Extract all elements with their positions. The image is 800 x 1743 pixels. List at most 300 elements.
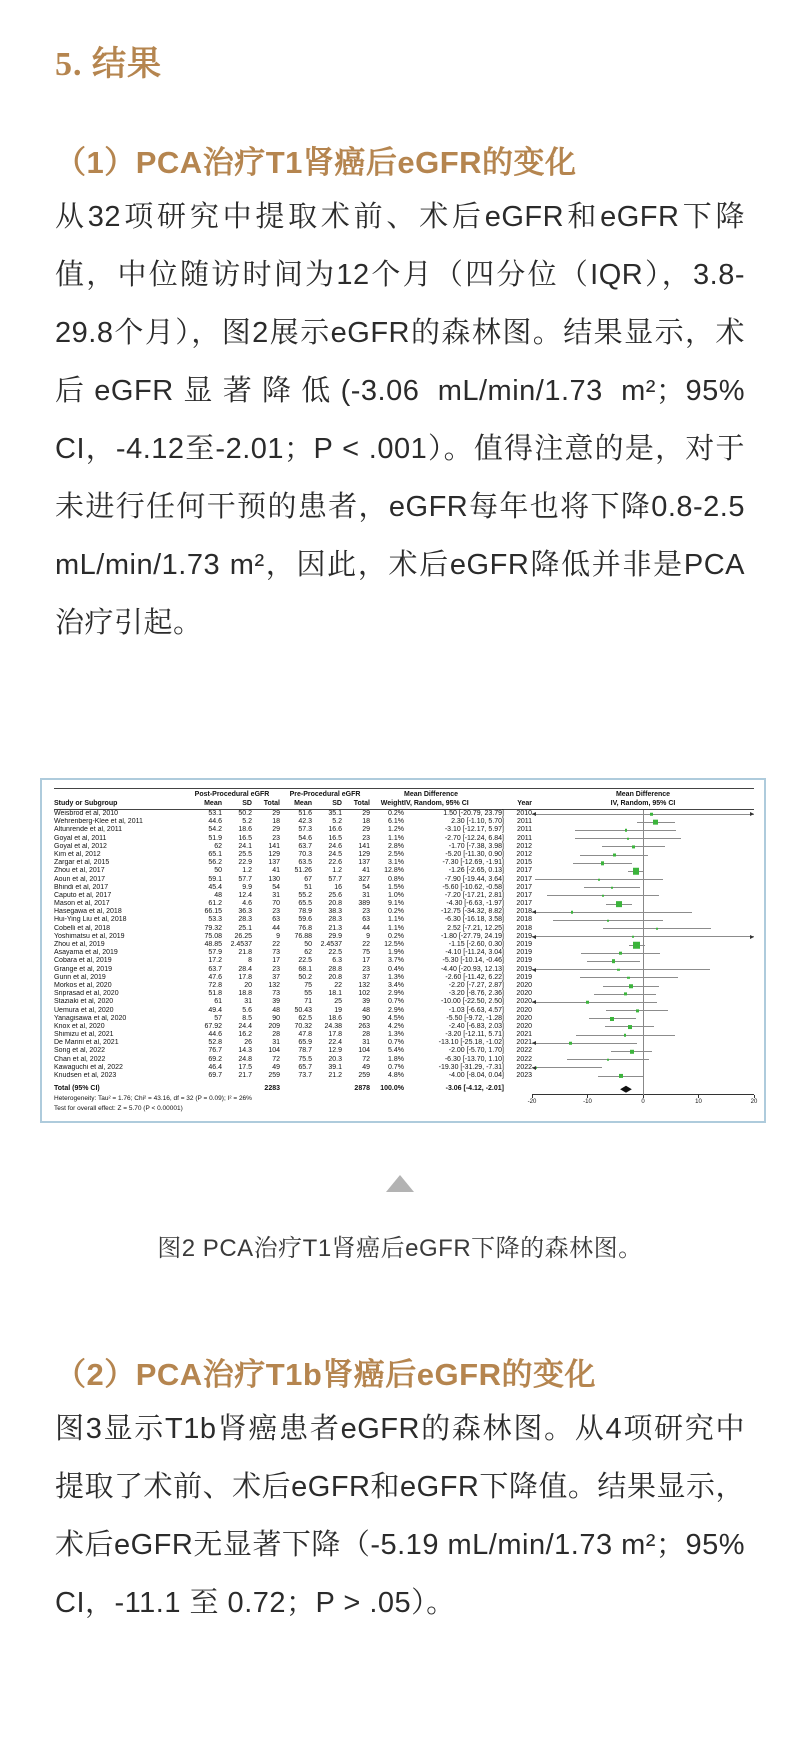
weight-cell: 1.5% <box>388 883 404 891</box>
study-name-cell: Zhou et al, 2017 <box>54 867 105 875</box>
pre-total-cell: 23 <box>362 965 370 973</box>
pre-mean-cell: 78.7 <box>298 1047 312 1055</box>
pre-total-cell: 23 <box>362 834 370 842</box>
axis-tick-label: 20 <box>750 1098 758 1105</box>
post-sd-cell: 17.5 <box>238 1063 252 1071</box>
weight-cell: 4.5% <box>388 1014 404 1022</box>
post-mean-cell: 51.9 <box>208 834 222 842</box>
post-sd-cell: 4.6 <box>242 900 252 908</box>
post-total-cell: 49 <box>272 1063 280 1071</box>
post-sd-cell: 5.2 <box>242 818 252 826</box>
year-cell: 2012 <box>516 842 532 850</box>
pre-mean-cell: 59.6 <box>298 916 312 924</box>
post-total-cell: 28 <box>272 1031 280 1039</box>
md-ci-cell: 1.50 [-20.79, 23.79] <box>443 810 504 817</box>
year-cell: 2017 <box>516 867 532 875</box>
weight-cell: 1.2% <box>388 826 404 834</box>
effect-marker <box>627 837 630 840</box>
post-sd-cell: 50.2 <box>238 810 252 817</box>
ci-plot-cell <box>532 1031 754 1039</box>
ci-arrow-right <box>750 812 754 816</box>
weight-cell: 0.2% <box>388 932 404 940</box>
pre-total-cell: 137 <box>358 859 370 867</box>
md-header-line1: Mean Difference <box>404 791 459 798</box>
pre-mean-cell: 63.7 <box>298 842 312 850</box>
year-cell: 2020 <box>516 1014 532 1022</box>
pre-sd-cell: 2.4537 <box>320 941 342 948</box>
pre-sd-cell: 22.6 <box>328 859 342 867</box>
pre-total-cell: 49 <box>362 1063 370 1071</box>
study-name-cell: Gunn et al, 2019 <box>54 973 106 981</box>
ci-arrow-left <box>532 1000 536 1004</box>
md-ci-cell: -2.00 [-5.70, 1.70] <box>448 1047 504 1055</box>
post-sd-cell: 22.9 <box>238 859 252 867</box>
year-cell: 2020 <box>516 990 532 998</box>
post-mean-cell: 46.4 <box>208 1063 222 1071</box>
ci-plot-cell <box>532 916 754 924</box>
pre-mean-cell: 65.7 <box>298 1063 312 1071</box>
pre-mean-cell: 42.3 <box>298 818 312 826</box>
ci-plot-cell <box>532 908 754 916</box>
year-cell: 2017 <box>516 900 532 908</box>
weight-cell: 3.4% <box>388 981 404 989</box>
forest-row <box>54 1056 754 1064</box>
ci-plot-cell <box>532 1047 754 1055</box>
overall-test-note: Test for overall effect: Z = 5.70 (P < 0.00001) <box>54 1104 183 1112</box>
weight-cell: 0.7% <box>388 1039 404 1047</box>
pre-total-cell: 28 <box>362 1031 370 1039</box>
effect-marker <box>571 911 574 914</box>
study-name-cell: Zhou et al, 2019 <box>54 941 105 948</box>
weight-cell: 6.1% <box>388 818 404 826</box>
study-name-cell: Yoshimatsu et al, 2019 <box>54 932 125 940</box>
post-mean-header: Mean <box>204 800 222 807</box>
results-title: 5. 结果 <box>55 46 162 83</box>
forest-row <box>54 884 754 892</box>
ci-plot-cell <box>532 826 754 834</box>
effect-marker <box>630 1049 634 1053</box>
year-cell: 2022 <box>516 1055 532 1063</box>
year-cell: 2010 <box>516 810 532 817</box>
forest-row <box>54 876 754 884</box>
forest-row <box>54 859 754 867</box>
forest-row <box>54 835 754 843</box>
forest-row <box>54 916 754 924</box>
post-mean-cell: 47.6 <box>208 973 222 981</box>
ci-arrow-left <box>532 968 536 972</box>
post-mean-cell: 51.8 <box>208 990 222 998</box>
effect-marker <box>632 936 635 939</box>
effect-marker <box>613 854 616 857</box>
pre-mean-cell: 76.88 <box>294 932 312 940</box>
forest-row <box>54 1064 754 1072</box>
pre-mean-cell: 55.2 <box>298 891 312 899</box>
pre-mean-cell: 50.43 <box>294 1006 312 1014</box>
post-sd-cell: 12.4 <box>238 891 252 899</box>
pre-total-cell: 31 <box>362 1039 370 1047</box>
post-mean-cell: 76.7 <box>208 1047 222 1055</box>
pre-mean-header: Mean <box>294 800 312 807</box>
total-weight: 100.0% <box>380 1085 404 1093</box>
forest-plot-figure <box>40 778 766 1123</box>
post-sd-cell: 1.2 <box>242 867 252 875</box>
md-ci-cell: 2.52 [-7.21, 12.25] <box>447 924 504 932</box>
post-sd-cell: 16.5 <box>238 834 252 842</box>
forest-row <box>54 941 754 949</box>
post-total-cell: 132 <box>268 981 280 989</box>
pre-mean-cell: 47.8 <box>298 1031 312 1039</box>
pre-egfr-group-header: Pre-Procedural eGFR <box>289 791 361 798</box>
md-ci-cell: -5.60 [-10.62, -0.58] <box>442 883 504 891</box>
study-column-header: Study or Subgroup <box>54 800 118 807</box>
effect-marker <box>601 862 604 865</box>
md-ci-cell: -1.80 [-27.79, 24.19] <box>440 932 504 940</box>
post-total-cell: 41 <box>272 867 280 875</box>
post-total-header: Total <box>263 800 280 807</box>
post-mean-cell: 61 <box>214 998 222 1006</box>
forest-header-columns <box>54 799 754 810</box>
ci-plot-cell <box>532 851 754 859</box>
pre-sd-cell: 57.7 <box>328 875 342 883</box>
ci-line <box>532 1043 637 1044</box>
post-total-cell: 259 <box>268 1072 280 1079</box>
md-ci-cell: -1.26 [-2.65, 0.13] <box>448 867 504 875</box>
pre-sd-cell: 12.9 <box>328 1047 342 1055</box>
effect-marker <box>611 887 614 890</box>
post-mean-cell: 59.1 <box>208 875 222 883</box>
year-cell: 2018 <box>516 908 532 916</box>
pre-total-cell: 44 <box>362 924 370 932</box>
weight-cell: 12.8% <box>384 867 404 875</box>
weight-cell: 1.3% <box>388 1031 404 1039</box>
post-mean-cell: 79.32 <box>204 924 222 932</box>
pooled-diamond <box>620 1086 632 1093</box>
post-total-cell: 104 <box>268 1047 280 1055</box>
post-mean-cell: 17.2 <box>208 957 222 965</box>
ci-plot-cell <box>532 1015 754 1023</box>
pre-total-cell: 9 <box>366 932 370 940</box>
weight-cell: 1.8% <box>388 1055 404 1063</box>
pre-total-cell: 39 <box>362 998 370 1006</box>
post-total-cell: 44 <box>272 924 280 932</box>
forest-row <box>54 843 754 851</box>
post-total-cell: 63 <box>272 916 280 924</box>
ci-plot-cell <box>532 818 754 826</box>
section1-heading: （1）PCA治疗T1肾癌后eGFR的变化 <box>55 145 577 180</box>
pre-mean-cell: 75.5 <box>298 1055 312 1063</box>
md-ci-cell: -6.30 [-16.18, 3.58] <box>444 916 504 924</box>
weight-cell: 1.1% <box>388 834 404 842</box>
md-ci-cell: -5.50 [-9.72, -1.28] <box>446 1014 504 1022</box>
pre-sd-cell: 24.5 <box>328 850 342 858</box>
study-name-cell: Aoun et al, 2017 <box>54 875 105 883</box>
ci-arrow-left <box>532 910 536 914</box>
effect-marker <box>625 829 628 832</box>
post-mean-cell: 69.7 <box>208 1072 222 1079</box>
effect-marker <box>629 984 633 988</box>
md-ci-cell: -1.70 [-7.38, 3.98] <box>448 842 504 850</box>
md-ci-cell: -5.20 [-11.30, 0.90] <box>445 850 504 858</box>
pre-total-cell: 41 <box>362 867 370 875</box>
study-name-cell: Cobara et al, 2019 <box>54 957 112 965</box>
post-mean-cell: 57.9 <box>208 949 222 957</box>
ci-arrow-left <box>532 1041 536 1045</box>
year-cell: 2020 <box>516 981 532 989</box>
md-ci-cell: -19.30 [-31.29, -7.31] <box>438 1063 504 1071</box>
plot-x-axis <box>527 1094 758 1105</box>
year-header: Year <box>517 800 532 807</box>
pre-sd-cell: 24.38 <box>324 1022 342 1030</box>
ci-line <box>532 912 692 913</box>
pre-sd-cell: 28.8 <box>328 965 342 973</box>
pre-total-cell: 102 <box>358 990 370 998</box>
study-name-cell: Morkos et al, 2020 <box>54 981 112 989</box>
post-mean-cell: 44.6 <box>208 818 222 826</box>
md-ci-cell: -7.20 [-17.21, 2.81] <box>444 891 504 899</box>
post-total-cell: 73 <box>272 949 280 957</box>
post-total-cell: 23 <box>272 834 280 842</box>
forest-row <box>54 908 754 916</box>
post-mean-cell: 62 <box>214 842 222 850</box>
pre-total-cell: 141 <box>358 842 370 850</box>
post-sd-cell: 21.8 <box>238 949 252 957</box>
post-sd-cell: 18.8 <box>238 990 252 998</box>
post-sd-cell: 2.4537 <box>230 941 252 948</box>
pre-total-cell: 263 <box>358 1022 370 1030</box>
year-cell: 2011 <box>516 834 532 842</box>
study-name-cell: Song et al, 2022 <box>54 1047 105 1055</box>
pre-total-cell: 389 <box>358 900 370 908</box>
weight-cell: 12.5% <box>384 941 404 948</box>
post-sd-cell: 8 <box>248 957 252 965</box>
ci-line <box>532 814 754 815</box>
weight-cell: 2.9% <box>388 1006 404 1014</box>
post-sd-cell: 8.5 <box>242 1014 252 1022</box>
ci-plot-cell <box>532 900 754 908</box>
md-ci-cell: -2.70 [-12.24, 6.84] <box>444 834 504 842</box>
pre-total-cell: 104 <box>358 1047 370 1055</box>
year-cell: 2019 <box>516 941 532 948</box>
pre-mean-cell: 51 <box>304 883 312 891</box>
md-ci-cell: -4.00 [-8.04, 0.04] <box>448 1072 504 1079</box>
forest-row <box>54 1015 754 1023</box>
total-pre-n: 2878 <box>354 1085 370 1093</box>
pre-mean-cell: 65.5 <box>298 900 312 908</box>
post-mean-cell: 50 <box>214 867 222 875</box>
axis-tick-label: 10 <box>695 1098 702 1105</box>
pre-total-cell: 129 <box>358 850 370 858</box>
forest-row <box>54 810 754 818</box>
ci-line <box>532 936 754 937</box>
effect-marker <box>610 1017 614 1021</box>
pre-total-cell: 327 <box>358 875 370 883</box>
post-sd-cell: 26.25 <box>234 932 252 940</box>
pre-total-cell: 22 <box>362 941 370 948</box>
post-total-cell: 39 <box>272 998 280 1006</box>
axis-tick-label: -10 <box>583 1098 592 1105</box>
year-cell: 2023 <box>516 1072 532 1079</box>
forest-row <box>54 933 754 941</box>
post-total-cell: 209 <box>268 1022 280 1030</box>
post-total-cell: 17 <box>272 957 280 965</box>
pre-mean-cell: 57.3 <box>298 826 312 834</box>
effect-marker <box>616 901 622 907</box>
pre-mean-cell: 22.5 <box>298 957 312 965</box>
year-cell: 2022 <box>516 1063 532 1071</box>
pre-mean-cell: 78.9 <box>298 908 312 916</box>
year-cell: 2019 <box>516 973 532 981</box>
effect-marker <box>586 1001 589 1004</box>
pre-sd-cell: 28.3 <box>328 916 342 924</box>
heterogeneity-note: Heterogeneity: Tau² = 1.76; Chi² = 43.16, df = 32 (P = 0.09); I² = 26% <box>54 1095 252 1103</box>
md-ci-cell: -6.30 [-13.70, 1.10] <box>444 1055 504 1063</box>
weight-cell: 4.2% <box>388 1022 404 1030</box>
ci-plot-cell <box>532 843 754 851</box>
study-name-cell: Yanagisawa et al, 2020 <box>54 1014 127 1022</box>
md-ci-cell: -4.30 [-6.63, -1.97] <box>446 900 504 908</box>
pre-total-cell: 17 <box>362 957 370 965</box>
pre-sd-cell: 21.3 <box>328 924 342 932</box>
ci-line <box>532 1067 602 1068</box>
pre-sd-cell: 5.2 <box>332 818 342 826</box>
year-cell: 2011 <box>516 818 532 826</box>
ci-line <box>532 969 710 970</box>
post-sd-cell: 57.7 <box>238 875 252 883</box>
forest-row <box>54 851 754 859</box>
forest-row <box>54 867 754 875</box>
collapse-image-icon[interactable] <box>386 1175 414 1192</box>
year-cell: 2019 <box>516 957 532 965</box>
forest-row <box>54 990 754 998</box>
ci-plot-cell <box>532 892 754 900</box>
post-sd-cell: 25.1 <box>238 924 252 932</box>
post-total-cell: 23 <box>272 908 280 916</box>
forest-row <box>54 1023 754 1031</box>
study-name-cell: Zargar et al, 2015 <box>54 859 110 867</box>
ci-plot-cell <box>532 876 754 884</box>
pre-sd-cell: 19 <box>334 1006 342 1014</box>
pre-sd-cell: 24.6 <box>328 842 342 850</box>
effect-marker <box>607 1058 610 1061</box>
post-total-cell: 31 <box>272 1039 280 1047</box>
pre-mean-cell: 51.6 <box>298 810 312 817</box>
pre-mean-cell: 75 <box>304 981 312 989</box>
pre-sd-cell: 25 <box>334 998 342 1006</box>
ci-arrow-right <box>750 935 754 939</box>
year-cell: 2017 <box>516 875 532 883</box>
study-name-cell: Asayama et al, 2019 <box>54 949 118 957</box>
post-mean-cell: 63.7 <box>208 965 222 973</box>
ci-line <box>532 1002 657 1003</box>
post-total-cell: 29 <box>272 810 280 817</box>
axis-tick-label: 0 <box>641 1098 645 1105</box>
md-ci-cell: -7.90 [-19.44, 3.64] <box>444 875 504 883</box>
year-cell: 2021 <box>516 1031 532 1039</box>
pre-total-cell: 37 <box>362 973 370 981</box>
post-total-cell: 130 <box>268 875 280 883</box>
forest-rows <box>54 810 754 1080</box>
md-ci-cell: -10.00 [-22.50, 2.50] <box>440 998 504 1006</box>
md-ci-cell: -13.10 [-25.18, -1.02] <box>438 1039 504 1047</box>
ci-plot-cell <box>532 941 754 949</box>
pre-sd-cell: 17.8 <box>328 1031 342 1039</box>
forest-row <box>54 982 754 990</box>
study-name-cell: Staziaki et al, 2020 <box>54 998 114 1006</box>
pre-sd-cell: 18.1 <box>328 990 342 998</box>
year-cell: 2011 <box>516 826 532 834</box>
ci-plot-cell <box>532 957 754 965</box>
study-name-cell: Knox et al, 2020 <box>54 1022 105 1030</box>
effect-marker <box>627 977 630 980</box>
pre-total-cell: 31 <box>362 891 370 899</box>
forest-plot-content <box>42 780 764 1121</box>
pre-sd-cell: 16.6 <box>328 826 342 834</box>
year-cell: 2019 <box>516 932 532 940</box>
post-sd-cell: 9.9 <box>242 883 252 891</box>
md-ci-cell: -5.30 [-10.14, -0.46] <box>442 957 504 965</box>
post-sd-cell: 17.8 <box>238 973 252 981</box>
pre-sd-header: SD <box>332 800 342 807</box>
forest-row <box>54 1039 754 1047</box>
pre-sd-cell: 16.5 <box>328 834 342 842</box>
post-sd-cell: 18.6 <box>238 826 252 834</box>
plot-header-line1: Mean Difference <box>615 791 671 798</box>
post-total-cell: 90 <box>272 1014 280 1022</box>
year-cell: 2017 <box>516 883 532 891</box>
effect-marker <box>636 1009 639 1012</box>
forest-row <box>54 1047 754 1055</box>
year-cell: 2015 <box>516 859 532 867</box>
study-name-cell: Altunrende et al, 2011 <box>54 826 122 834</box>
weight-cell: 0.2% <box>388 810 404 817</box>
post-total-cell: 48 <box>272 1006 280 1014</box>
study-name-cell: Cobelli et al, 2018 <box>54 924 111 932</box>
post-mean-cell: 53.3 <box>208 916 222 924</box>
post-mean-cell: 61.2 <box>208 900 222 908</box>
year-cell: 2017 <box>516 891 532 899</box>
weight-cell: 2.8% <box>388 842 404 850</box>
study-name-cell: Chan et al, 2022 <box>54 1055 106 1063</box>
pre-total-cell: 29 <box>362 826 370 834</box>
forest-row <box>54 1031 754 1039</box>
ci-plot-cell <box>532 835 754 843</box>
effect-marker <box>598 878 601 881</box>
study-name-cell: Shimizu et al, 2021 <box>54 1031 114 1039</box>
post-sd-cell: 20 <box>244 981 252 989</box>
pre-sd-cell: 29.9 <box>328 932 342 940</box>
post-mean-cell: 48 <box>214 891 222 899</box>
study-name-cell: Kawaguchi et al, 2022 <box>54 1063 123 1071</box>
pre-mean-cell: 62 <box>304 949 312 957</box>
post-mean-cell: 49.4 <box>208 1006 222 1014</box>
pre-total-cell: 48 <box>362 1006 370 1014</box>
post-total-cell: 73 <box>272 990 280 998</box>
forest-row <box>54 966 754 974</box>
pre-mean-cell: 65.9 <box>298 1039 312 1047</box>
effect-marker <box>653 820 658 825</box>
pre-mean-cell: 76.8 <box>298 924 312 932</box>
md-ci-cell: -2.20 [-7.27, 2.87] <box>448 981 504 989</box>
effect-marker <box>633 868 640 875</box>
pre-sd-cell: 22 <box>334 981 342 989</box>
effect-marker <box>624 1034 627 1037</box>
forest-row <box>54 818 754 826</box>
year-cell: 2021 <box>516 1039 532 1047</box>
post-mean-cell: 69.2 <box>208 1055 222 1063</box>
pre-sd-cell: 39.1 <box>328 1063 342 1071</box>
ci-plot-cell <box>532 1056 754 1064</box>
pre-sd-cell: 16 <box>334 883 342 891</box>
